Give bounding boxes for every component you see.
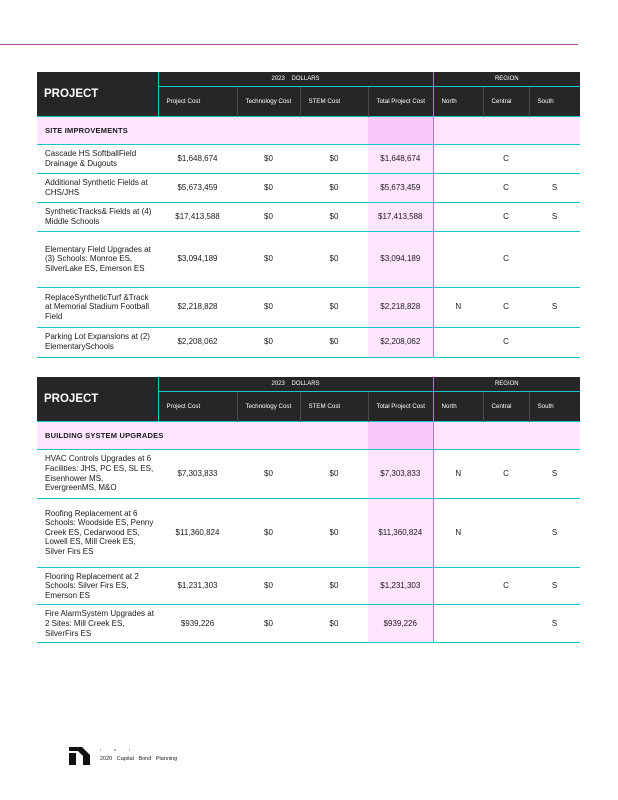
footer-word: l xyxy=(128,748,130,752)
footer-word: Planning xyxy=(155,756,178,762)
project-cost: $939,226 xyxy=(158,605,237,643)
region-south: S xyxy=(529,449,580,498)
south-header: South xyxy=(529,391,580,421)
region-north: N xyxy=(433,287,483,327)
technology-cost: $0 xyxy=(237,287,300,327)
project-header: PROJECT xyxy=(37,72,158,116)
total-project-cost-header: Total Project Cost xyxy=(368,86,433,116)
region-central: C xyxy=(483,449,529,498)
region-central: C xyxy=(483,173,529,202)
project-name: Additional Synthetic Fields at CHS/JHS xyxy=(37,173,158,202)
region-south xyxy=(529,327,580,357)
project-name: HVAC Controls Upgrades at 6 Facilities: JHS, PC ES, SL ES, Eisenhower MS, EvergreenMS, M&O xyxy=(37,449,158,498)
stem-cost: $0 xyxy=(300,202,368,231)
north-header: North xyxy=(433,391,483,421)
region-south xyxy=(529,231,580,287)
footer-year: 2020 xyxy=(100,756,113,762)
dollars-header xyxy=(158,377,433,391)
stem-cost: $0 xyxy=(300,605,368,643)
region-central xyxy=(483,498,529,567)
table-row xyxy=(37,449,580,498)
table-row xyxy=(37,605,580,643)
project-name: SyntheticTracks& Fields at (4) Middle Schools xyxy=(37,202,158,231)
region-south: S xyxy=(529,498,580,567)
total-cost: $2,218,828 xyxy=(368,287,433,327)
region-south xyxy=(529,144,580,173)
footer-caption xyxy=(100,756,180,762)
technology-cost: $0 xyxy=(237,327,300,357)
region-north xyxy=(433,605,483,643)
section-total-shade xyxy=(368,116,433,144)
technology-cost-header: Technology Cost xyxy=(237,86,300,116)
table-row xyxy=(37,567,580,605)
footer-word: I xyxy=(100,748,101,752)
region-north xyxy=(433,202,483,231)
table-row xyxy=(37,144,580,173)
project-cost: $1,648,674 xyxy=(158,144,237,173)
year-label: 2023 xyxy=(271,380,285,387)
region-central: C xyxy=(483,287,529,327)
total-project-cost-header: Total Project Cost xyxy=(368,391,433,421)
section-region-shade xyxy=(433,116,580,144)
project-cost: $5,673,459 xyxy=(158,173,237,202)
section-total-shade xyxy=(368,421,433,449)
total-cost: $3,094,189 xyxy=(368,231,433,287)
project-cost-header: Project Cost xyxy=(166,402,201,410)
region-north xyxy=(433,231,483,287)
table-row xyxy=(37,202,580,231)
project-cost: $2,218,828 xyxy=(158,287,237,327)
dollars-label: DOLLARS xyxy=(291,75,320,82)
table-row xyxy=(37,498,580,567)
region-north xyxy=(433,173,483,202)
year-label: 2023 xyxy=(271,75,285,82)
region-central xyxy=(483,605,529,643)
section-title: SITE IMPROVEMENTS xyxy=(37,116,368,144)
district-logo-icon xyxy=(68,745,94,767)
project-cost: $7,303,833 xyxy=(158,449,237,498)
stem-cost: $0 xyxy=(300,449,368,498)
total-cost: $7,303,833 xyxy=(368,449,433,498)
region-central: C xyxy=(483,144,529,173)
project-cost: $11,360,824 xyxy=(158,498,237,567)
technology-cost: $0 xyxy=(237,498,300,567)
total-cost: $2,208,062 xyxy=(368,327,433,357)
technology-cost: $0 xyxy=(237,605,300,643)
project-cost: $3,094,189 xyxy=(158,231,237,287)
total-cost: $11,360,824 xyxy=(368,498,433,567)
table-row xyxy=(37,287,580,327)
section-region-shade xyxy=(433,421,580,449)
region-south: S xyxy=(529,173,580,202)
total-cost: $5,673,459 xyxy=(368,173,433,202)
table-row xyxy=(37,327,580,357)
project-name: Flooring Replacement at 2 Schools: Silver Firs ES, Emerson ES xyxy=(37,567,158,605)
project-cost: $2,208,062 xyxy=(158,327,237,357)
region-north xyxy=(433,567,483,605)
project-cost-header: Project Cost xyxy=(166,97,201,105)
total-cost: $1,648,674 xyxy=(368,144,433,173)
stem-cost: $0 xyxy=(300,327,368,357)
north-header: North xyxy=(433,86,483,116)
region-south: S xyxy=(529,287,580,327)
dollars-label: DOLLARS xyxy=(291,380,320,387)
technology-cost: $0 xyxy=(237,202,300,231)
project-name: Cascade HS SoftballField Drainage & Dugouts xyxy=(37,144,158,173)
project-cost: $1,231,303 xyxy=(158,567,237,605)
stem-cost-header: STEM Cost xyxy=(300,86,368,116)
footer-word: e xyxy=(113,748,116,752)
south-header: South xyxy=(529,86,580,116)
project-name: Roofing Replacement at 6 Schools: Woodside ES, Penny Creek ES, Cedarwood ES, Lowell ES, Mill Creek ES, Silver Firs ES xyxy=(37,498,158,567)
region-central: C xyxy=(483,327,529,357)
building-system-upgrades-table xyxy=(37,377,580,643)
technology-cost: $0 xyxy=(237,449,300,498)
section-title: BUILDING SYSTEM UPGRADES xyxy=(37,421,368,449)
region-header: REGION xyxy=(433,377,580,391)
central-header: Central xyxy=(483,391,529,421)
top-divider xyxy=(0,44,578,45)
project-name: Fire AlarmSystem Upgrades at 2 Sites: Mill Creek ES, SilverFirs ES xyxy=(37,605,158,643)
total-cost: $17,413,588 xyxy=(368,202,433,231)
project-name: Elementary Field Upgrades at (3) Schools: Monroe ES, SilverLake ES, Emerson ES xyxy=(37,231,158,287)
region-header: REGION xyxy=(433,72,580,86)
total-cost: $1,231,303 xyxy=(368,567,433,605)
footer-small-text xyxy=(100,748,166,752)
stem-cost: $0 xyxy=(300,287,368,327)
stem-cost: $0 xyxy=(300,498,368,567)
technology-cost: $0 xyxy=(237,144,300,173)
technology-cost: $0 xyxy=(237,567,300,605)
site-improvements-table xyxy=(37,72,580,358)
footer-word: Bond xyxy=(138,756,152,762)
technology-cost-header: Technology Cost xyxy=(237,391,300,421)
stem-cost: $0 xyxy=(300,144,368,173)
project-cost: $17,413,588 xyxy=(158,202,237,231)
region-north xyxy=(433,327,483,357)
stem-cost: $0 xyxy=(300,231,368,287)
project-header: PROJECT xyxy=(37,377,158,421)
region-south: S xyxy=(529,202,580,231)
central-header: Central xyxy=(483,86,529,116)
region-north xyxy=(433,144,483,173)
stem-cost: $0 xyxy=(300,567,368,605)
project-name: Parking Lot Expansions at (2) ElementarySchools xyxy=(37,327,158,357)
project-name: ReplaceSyntheticTurf &Track at Memorial Stadium Football Field xyxy=(37,287,158,327)
region-south: S xyxy=(529,567,580,605)
table-row xyxy=(37,231,580,287)
region-central: C xyxy=(483,567,529,605)
page-footer xyxy=(68,745,268,769)
region-south: S xyxy=(529,605,580,643)
footer-word: Capital xyxy=(116,756,134,762)
total-cost: $939,226 xyxy=(368,605,433,643)
region-central: C xyxy=(483,231,529,287)
technology-cost: $0 xyxy=(237,173,300,202)
technology-cost: $0 xyxy=(237,231,300,287)
stem-cost-header: STEM Cost xyxy=(300,391,368,421)
region-central: C xyxy=(483,202,529,231)
dollars-header xyxy=(158,72,433,86)
stem-cost: $0 xyxy=(300,173,368,202)
region-north: N xyxy=(433,498,483,567)
table-row xyxy=(37,173,580,202)
region-north: N xyxy=(433,449,483,498)
